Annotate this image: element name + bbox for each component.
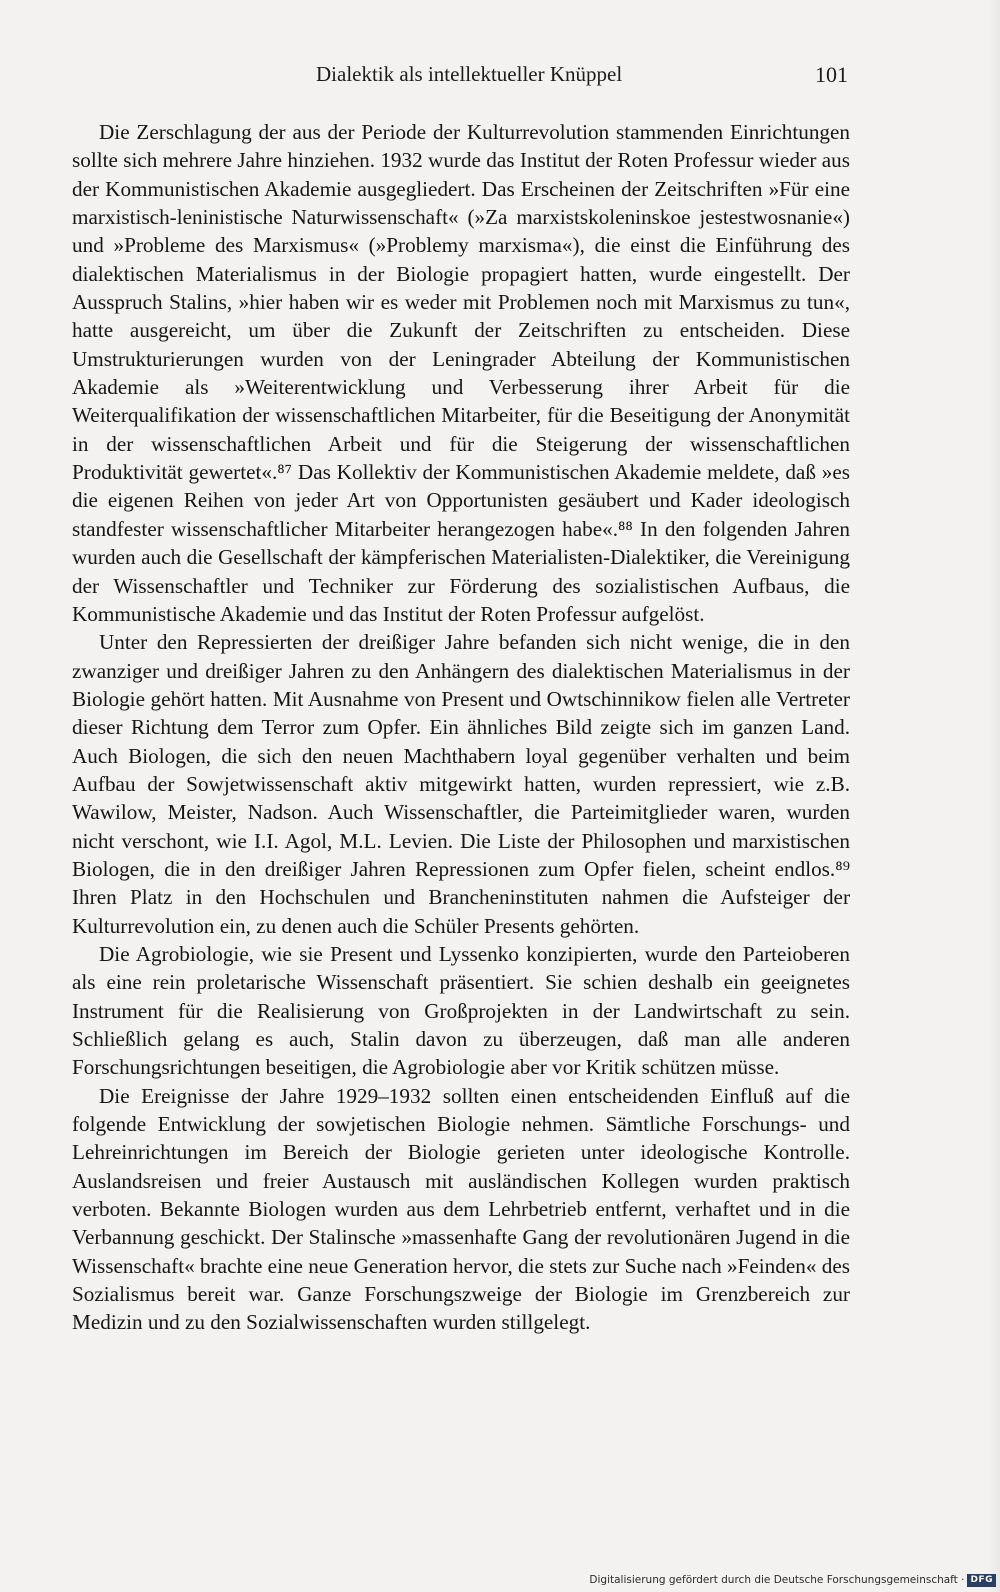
scan-edge-shadow — [988, 0, 1000, 1592]
credit-text: Digitalisierung gefördert durch die Deutsche Forschungsgemeinschaft · — [589, 1574, 965, 1586]
running-header — [72, 62, 850, 92]
running-title: Dialektik als intellektueller Knüppel — [316, 62, 623, 86]
paragraph: Die Agrobiologie, wie sie Present und Lyssenko konzipierten, wurde den Parteioberen als eine rein proletarische Wissenschaft präsentiert. Sie schien deshalb ein geeignetes Instrument für die Realisierung von Großprojekten in der Landwirtschaft zu sein. Schließlich gelang es auch, Stalin davon zu überzeugen, daß man alle anderen Forschungsrichtungen beseitigen, die Agrobiologie aber vor Kritik schützen müsse. — [72, 941, 850, 1080]
digitization-credit — [589, 1572, 996, 1588]
paragraph: Unter den Repressierten der dreißiger Jahre befanden sich nicht wenige, die in den zwanziger und dreißiger Jahren zu den Anhängern des dialektischen Materialismus in der Biologie gehört hatten. Mit Ausnahme von Present und Owtschinnikow fielen alle Vertreter dieser Richtung dem Terror zum Opfer. Ein ähnliches Bild zeigte sich im ganzen Land. Auch Biologen, die sich den neuen Machthabern loyal gegenüber verhalten und beim Aufbau der Sowjetwissenschaft aktiv mitgewirkt hatten, wurden repressiert, wie z.B. Wawilow, Meister, Nadson. Auch Wissenschaftler, die Parteimitglieder waren, wurden nicht verschont, wie I.I. Agol, M.L. Levien. Die Liste der Philosophen und marxistischen Biologen, die in den dreißiger Jahren Repressionen zum Opfer fielen, scheint endlos.⁸⁹ Ihren Platz in den Hochschulen und Brancheninstituten nahmen die Aufsteiger der Kulturrevolution ein, zu denen auch die Schüler Presents gehörten. — [72, 630, 850, 938]
paragraph: Die Ereignisse der Jahre 1929–1932 sollten einen entscheidenden Einfluß auf die folgende Entwicklung der sowjetischen Biologie nehmen. Sämtliche Forschungs- und Lehreinrichtungen im Bereich der Biologie gerieten unter ideologische Kontrolle. Auslandsreisen und freier Austausch mit ausländischen Kollegen wurden praktisch verboten. Bekannte Biologen wurden aus dem Lehrbetrieb entfernt, verhaftet und in die Verbannung geschickt. Der Stalinsche »massenhafte Gang der revolutionären Jugend in die Wissenschaft« brachte eine neue Generation hervor, die stets zur Suche nach »Feinden« des Sozialismus bereit war. Ganze Forschungszweige der Biologie im Grenzbereich zur Medizin und zu den Sozialwissenschaften wurden stillgelegt. — [72, 1083, 850, 1335]
paragraph: Die Zerschlagung der aus der Periode der Kulturrevolution stammenden Einrichtungen sollte sich mehrere Jahre hinziehen. 1932 wurde das Institut der Roten Professur wieder aus der Kommunistischen Akademie ausgegliedert. Das Erscheinen der Zeitschriften »Für eine marxistisch-leninistische Naturwissenschaft« (»Za marxistskoleninskoe jestestwosnanie«) und »Probleme des Marxismus« (»Problemy marxisma«), die einst die Einführung des dialektischen Materialismus in der Biologie propagiert hatten, wurde eingestellt. Der Ausspruch Stalins, »hier haben wir es weder mit Problemen noch mit Marxismus zu tun«, hatte ausgereicht, um über die Zukunft der Zeitschriften zu entscheiden. Diese Umstrukturierungen wurden von der Leningrader Abteilung der Kommunistischen Akademie als »Weiterentwicklung und Verbesserung ihrer Arbeit für die Weiterqualifikation der wissenschaftlichen Mitarbeiter, für die Beseitigung der Anonymität in der wissenschaftlichen Arbeit und für die Steigerung der wissenschaftlichen Produktivität gewertet«.⁸⁷ Das Kollektiv der Kommunistischen Akademie meldete, daß »es die eigenen Reihen von jeder Art von Opportunisten gesäubert und Kader ideologisch standfester wissenschaftlicher Mitarbeiter herangezogen habe«.⁸⁸ In den folgenden Jahren wurden auch die Gesellschaft der kämpferischen Materialisten-Dialektiker, die Vereinigung der Wissenschaftler und Techniker zur Förderung des sozialistischen Aufbaus, die Kommunistische Akademie und das Institut der Roten Professur aufgelöst. — [72, 120, 850, 626]
dfg-logo: DFG — [967, 1574, 996, 1587]
page-number: 101 — [815, 62, 848, 87]
body-text — [72, 118, 850, 1337]
